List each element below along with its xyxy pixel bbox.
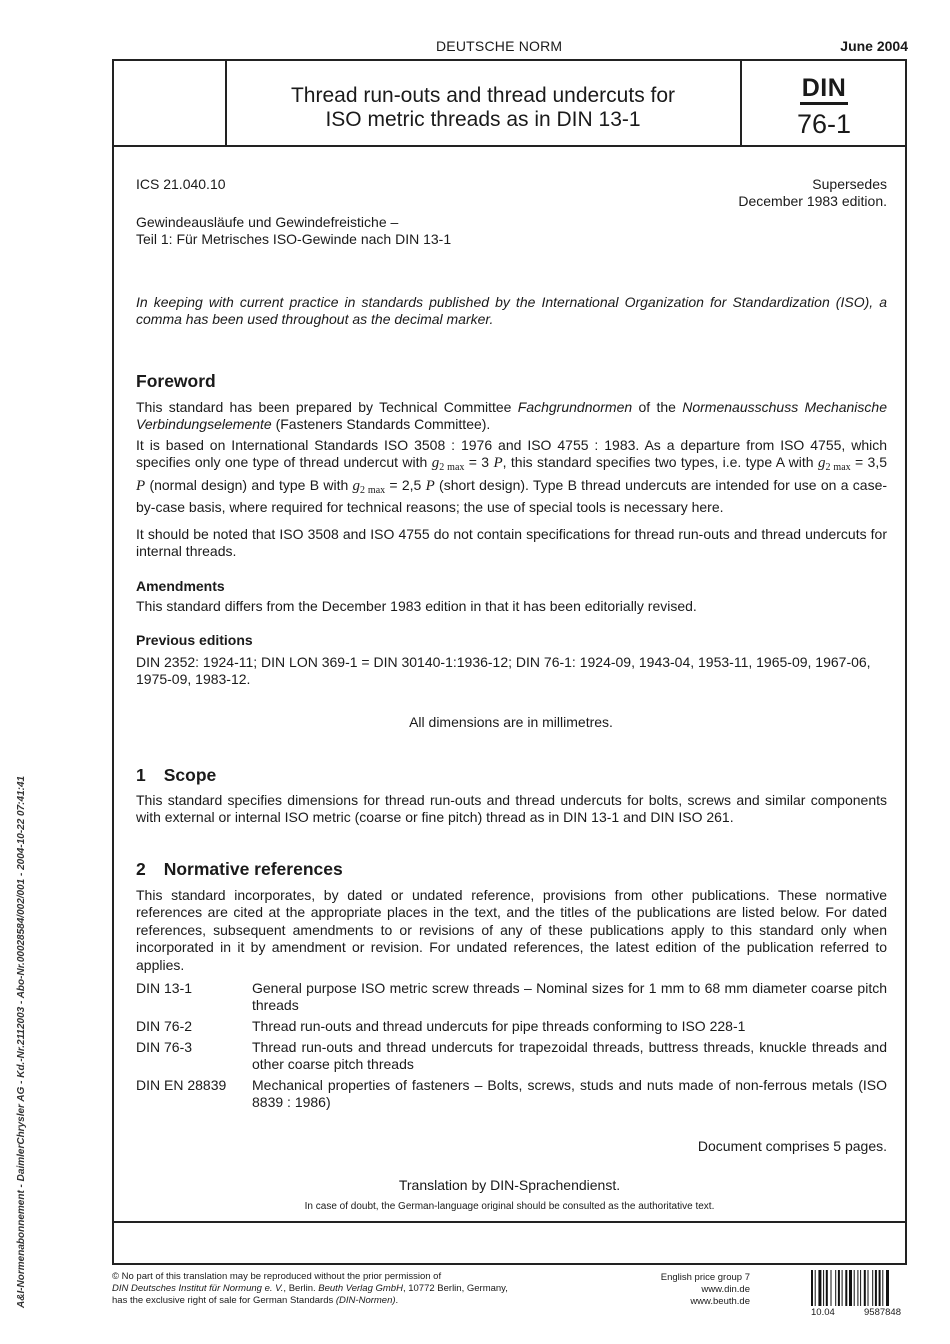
symbol-g: g bbox=[431, 455, 440, 472]
web-beuth-link[interactable]: www.beuth.de bbox=[690, 1296, 750, 1307]
copyright-line-2 bbox=[112, 1283, 612, 1295]
foreword-paragraph-1 bbox=[136, 399, 887, 434]
standard-number: 76-1 bbox=[796, 109, 852, 139]
ics-code: ICS 21.040.10 bbox=[136, 176, 226, 192]
subscription-side-note: A&I-Normenabonnement - DaimlerChrysler AG - Kd.-Nr.2112003 - Abo-Nr.00028584/002/001 - 2004-10-22 07:41:41 bbox=[16, 775, 27, 1308]
barcode-bar bbox=[818, 1270, 821, 1306]
barcode-bar bbox=[879, 1270, 881, 1306]
reference-title: Thread run-outs and thread undercuts for pipe threads conforming to ISO 228-1 bbox=[252, 1018, 746, 1034]
translation-note: Translation by DIN-Sprachendienst. bbox=[398, 1177, 621, 1193]
foreword-text: = 3 bbox=[464, 454, 494, 471]
barcode-bar bbox=[826, 1270, 828, 1306]
section-number: 2 bbox=[136, 859, 146, 879]
din-designation bbox=[742, 74, 906, 139]
barcode-bar bbox=[831, 1270, 832, 1306]
header-divider bbox=[112, 145, 907, 147]
foreword-text: It is based on International Standards ISO 3508 : 1976 and ISO 4755 : 1983. As a departure from ISO 4755, which specifies only one type of thread undercut with bbox=[136, 437, 887, 471]
copyright-text: , 10772 Berlin, Germany, bbox=[402, 1283, 508, 1294]
authoritative-text-note: In case of doubt, the German-language original should be consulted as the authoritative text. bbox=[304, 1201, 715, 1212]
reference-title: Thread run-outs and thread undercuts for trapezoidal threads, buttress threads, knuckle threads and other coarse pitch threads bbox=[252, 1039, 887, 1073]
german-title-line-2: Teil 1: Für Metrisches ISO-Gewinde nach DIN 13-1 bbox=[136, 231, 452, 248]
symbol-p: P bbox=[493, 455, 503, 472]
title-line-1: Thread run-outs and thread undercuts for bbox=[290, 84, 676, 107]
standards-body-name: Normenausschuss Mechanische Verbindungselemente bbox=[136, 399, 887, 433]
symbol-subscript: 2 max bbox=[360, 484, 386, 496]
scope-text: This standard specifies dimensions for thread run-outs and thread undercuts for bolts, screws and similar components with external or internal ISO metric (coarse or fine pitch) thread as in DIN 13-1 and DIN ISO 261. bbox=[136, 792, 887, 826]
amendments-heading: Amendments bbox=[136, 578, 225, 594]
barcode-number: 9587848 bbox=[864, 1307, 901, 1318]
german-title bbox=[136, 214, 887, 249]
barcode-bar bbox=[823, 1270, 824, 1306]
copyright-text: . bbox=[395, 1295, 399, 1306]
copyright-line-3 bbox=[112, 1295, 612, 1307]
barcode-date: 10.04 bbox=[811, 1307, 835, 1318]
section-title: Normative references bbox=[163, 859, 343, 879]
barcode-bar bbox=[835, 1270, 836, 1306]
foreword-paragraph-3: It should be noted that ISO 3508 and ISO 4755 do not contain specifications for thread run-outs and thread undercuts for internal threads. bbox=[136, 526, 887, 560]
document-type-label: DEUTSCHE NORM bbox=[436, 38, 563, 54]
barcode-bar bbox=[815, 1270, 816, 1306]
barcode-bar bbox=[842, 1270, 843, 1306]
din-normen-label: (DIN-Normen) bbox=[335, 1295, 396, 1306]
barcode-bar bbox=[882, 1270, 883, 1306]
barcode-bar bbox=[849, 1270, 852, 1306]
section-number: 1 bbox=[136, 765, 146, 785]
amendments-text: This standard differs from the December 1983 edition in that it has been editorially revised. bbox=[136, 598, 697, 614]
foreword-text: , this standard specifies two types, i.e. type A with bbox=[502, 454, 818, 471]
reference-title: Mechanical properties of fasteners – Bolts, screws, studs and nuts made of non-ferrous metals (ISO 8839 : 1986) bbox=[252, 1077, 887, 1111]
copyright-text: has the exclusive right of sale for German Standards bbox=[112, 1295, 336, 1306]
publisher-name: Beuth Verlag GmbH bbox=[318, 1283, 403, 1294]
din-institute-name: DIN Deutsches Institut für Normung e. V. bbox=[112, 1283, 284, 1294]
barcode-bar bbox=[857, 1270, 858, 1306]
dimensions-note: All dimensions are in millimetres. bbox=[409, 714, 613, 730]
barcode-bar bbox=[868, 1270, 869, 1306]
previous-editions-text: DIN 2352: 1924-11; DIN LON 369-1 = DIN 30140-1:1936-12; DIN 76-1: 1924-09, 1943-04, 1953-11, 1965-09, 1967-06, 1975-09, 1983-12. bbox=[136, 654, 871, 688]
committee-name: Fachgrundnormen bbox=[517, 399, 633, 415]
symbol-p: P bbox=[136, 477, 146, 494]
price-and-web bbox=[620, 1272, 750, 1308]
decimal-marker-note: In keeping with current practice in standards published by the International Organization for Standardization (ISO), a comma has been used throughout as the decimal marker. bbox=[136, 294, 887, 328]
foreword-paragraph-2 bbox=[136, 437, 887, 517]
section-title: Scope bbox=[163, 765, 217, 785]
foreword-text: (Fasteners Standards Committee). bbox=[271, 416, 491, 433]
symbol-subscript: 2 max bbox=[439, 462, 465, 474]
symbol-subscript: 2 max bbox=[825, 462, 851, 474]
foreword-text: = 3,5 bbox=[850, 454, 888, 471]
barcode-bar bbox=[860, 1270, 861, 1306]
footer-divider bbox=[112, 1221, 907, 1223]
barcode-bar bbox=[886, 1270, 889, 1306]
page-count: Document comprises 5 pages. bbox=[697, 1138, 887, 1154]
barcode-bar bbox=[875, 1270, 877, 1306]
normative-intro: This standard incorporates, by dated or undated reference, provisions from other publications. These normative references are cited at the appropriate places in the text, and the titles of the publications are listed below. For dated references, subsequent amendments to or revisions of any of these publications apply to this standard only when incorporated in it by amendment or revision. For undated references, the latest edition of the publication referred to applies. bbox=[136, 887, 887, 973]
foreword-text: = 2,5 bbox=[385, 476, 426, 493]
document-title bbox=[226, 84, 740, 132]
barcode-bar bbox=[845, 1270, 847, 1306]
symbol-g: g bbox=[817, 455, 826, 472]
reference-code: DIN 76-3 bbox=[136, 1039, 193, 1055]
copyright-text: , Berlin. bbox=[283, 1283, 319, 1294]
symbol-g: g bbox=[352, 477, 361, 494]
symbol-p: P bbox=[425, 477, 435, 494]
reference-code: DIN 13-1 bbox=[136, 980, 193, 996]
foreword-text: (short design). Type B thread undercuts are intended for use on a case-by-case basis, where required for technical reasons; the use of special tools is necessary here. bbox=[136, 476, 888, 516]
supersedes-line-2: December 1983 edition. bbox=[738, 193, 887, 210]
barcode-bar bbox=[811, 1270, 813, 1306]
reference-title: General purpose ISO metric screw threads – Nominal sizes for 1 mm to 68 mm diameter coarse pitch threads bbox=[252, 980, 887, 1014]
normative-references-heading bbox=[136, 859, 343, 880]
copyright-line-1: © No part of this translation may be reproduced without the prior permission of bbox=[112, 1271, 442, 1282]
copyright-notice bbox=[112, 1271, 612, 1307]
foreword-heading: Foreword bbox=[136, 371, 216, 391]
title-line-2: ISO metric threads as in DIN 13-1 bbox=[325, 108, 641, 131]
reference-code: DIN EN 28839 bbox=[136, 1077, 227, 1093]
foreword-text: This standard has been prepared by Technical Committee bbox=[136, 399, 518, 415]
supersedes-line-1: Supersedes bbox=[812, 176, 887, 192]
barcode-bar bbox=[854, 1270, 855, 1306]
price-group: English price group 7 bbox=[660, 1272, 750, 1283]
barcode bbox=[811, 1270, 907, 1306]
previous-editions-heading: Previous editions bbox=[136, 632, 253, 648]
german-title-line-1: Gewindeausläufe und Gewindefreistiche – bbox=[136, 214, 399, 230]
scope-heading bbox=[136, 765, 216, 786]
barcode-bar bbox=[872, 1270, 873, 1306]
web-din-link[interactable]: www.din.de bbox=[701, 1284, 750, 1295]
din-logo: DIN bbox=[800, 74, 849, 105]
barcode-bar bbox=[838, 1270, 840, 1306]
foreword-text: (normal design) and type B with bbox=[145, 476, 353, 493]
reference-code: DIN 76-2 bbox=[136, 1018, 193, 1034]
publication-date: June 2004 bbox=[840, 38, 908, 54]
supersedes-note bbox=[136, 176, 887, 211]
foreword-text: of the bbox=[632, 399, 683, 415]
barcode-bar bbox=[864, 1270, 866, 1306]
